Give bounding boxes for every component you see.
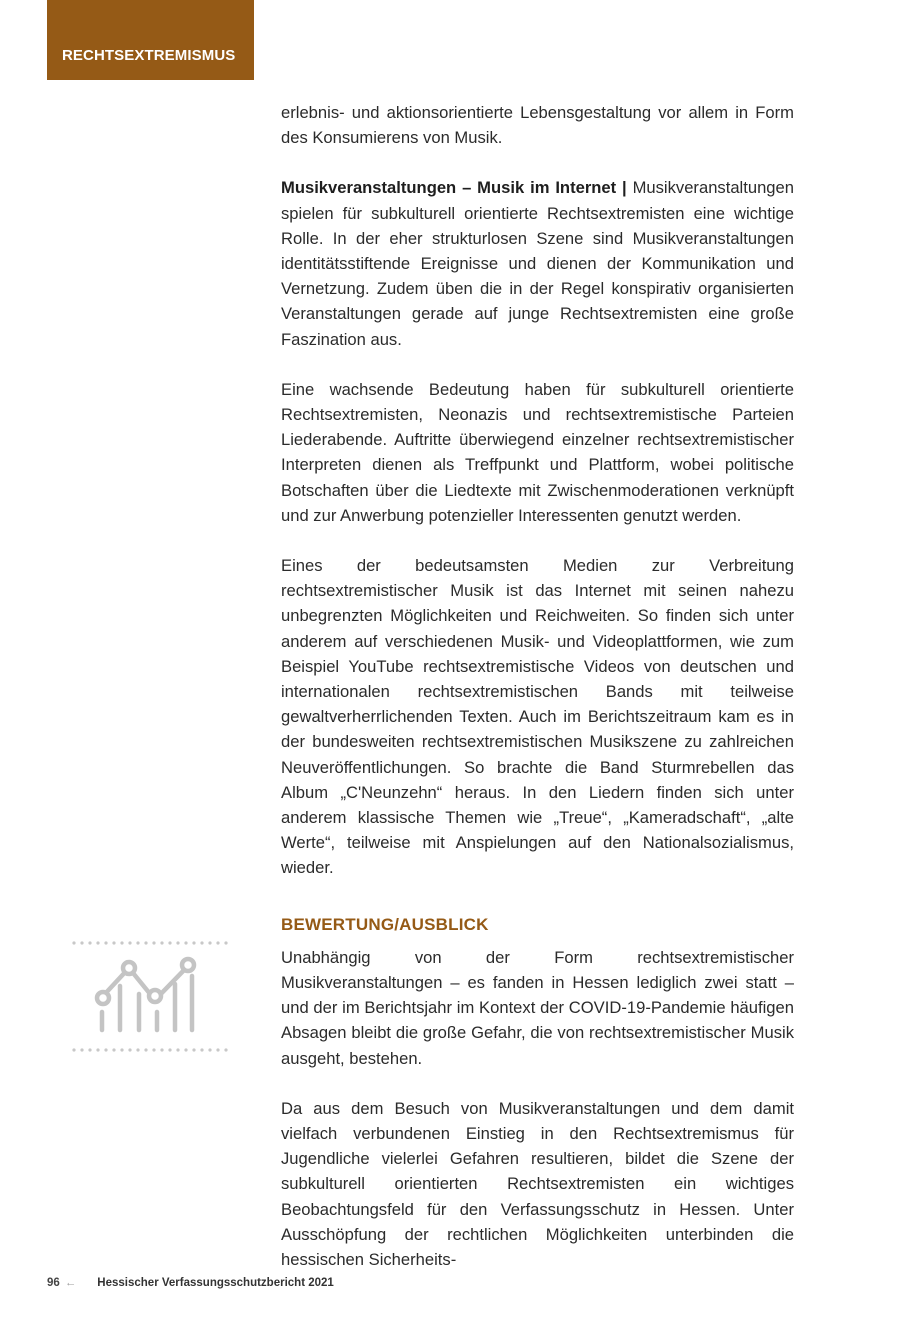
section-title: RECHTSEXTREMISMUS [62,47,236,64]
publication-title: Hessischer Verfassungsschutzbericht 2021 [97,1277,334,1289]
arrow-left-icon: ← [64,1277,77,1289]
paragraph-1: erlebnis- und aktionsorientierte Lebensgestaltung vor allem in Form des Konsumierens von Musik. [281,103,794,148]
main-text [281,100,794,1297]
trend-chart-icon [70,934,232,1058]
paragraph-2-text: Musikveranstaltungen spielen für subkulturell orientierte Rechtsextremisten eine wichtige Rolle. In der eher strukturlosen Szene sind Musikveranstaltungen identitätsstiftende Ereignisse und dienen der Kommunikation und Vernetzung. Zudem üben die in der Regel konspirativ organisierten Veranstaltungen gerade auf junge Rechtsextremisten eine große Faszination aus. [281,178,794,349]
section-tab [47,0,254,80]
paragraph-6: Da aus dem Besuch von Musikveranstaltungen und dem damit vielfach verbundenen Einstieg in den Rechtsextremismus für Jugendliche vielerlei Gefahren resultieren, bildet die Szene der subkulturell orientierten Rechtsextremisten ein wichtiges Beobachtungsfeld für den Verfassungsschutz in Hessen. Unter Ausschöpfung der rechtlichen Möglichkeiten unterbinden die hessischen Sicherheits- [281,1098,794,1269]
paragraph-4: Eines der bedeutsamsten Medien zur Verbreitung rechtsextremistischer Musik ist das Internet mit seinen nahezu unbegrenzten Möglichkeiten und Reichweiten. So finden sich unter anderem auf verschiedenen Musik- und Videoplattformen, wie zum Beispiel YouTube rechtsextremistische Videos von deutschen und internationalen rechtsextremistischen Bands mit teilweise gewaltverherrlichenden Texten. Auch im Berichtszeitraum kam es in der bundesweiten rechtsextremistischen Musikszene zu zahlreichen Neuveröffentlichungen. So brachte die Band Sturmrebellen das Album „C'Neunzehn“ heraus. In den Liedern finden sich unter anderem klassische Themen wie „Treue“, „Kameradschaft“, „alte Werte“, teilweise mit Anspielungen auf den Nationalsozialismus, wieder. [281,556,794,878]
paragraph-3: Eine wachsende Bedeutung haben für subkulturell orientierte Rechtsextremisten, Neonazis und rechtsextremistische Parteien Liederabende. Auftritte überwiegend einzelner rechtsextremistischer Interpreten dienen als Treffpunkt und Plattform, wobei politische Botschaften über die Liedtexte mit Zwischenmoderationen verknüpft und zur Anwerbung potenzieller Interessenten genutzt werden. [281,379,794,525]
page-number: 96 [47,1277,60,1289]
paragraph-2 [281,175,794,351]
page-footer [47,1277,334,1289]
paragraph-2-lead: Musikveranstaltungen – Musik im Internet | [281,178,627,198]
paragraph-5: Unabhängig von der Form rechtsextremistischer Musikveranstaltungen – es fanden in Hessen lediglich zwei statt – und der im Berichtsjahr im Kontext der COVID-19-Pandemie häufigen Absagen bleibt die große Gefahr, die von rechtsextremistischer Musik ausgeht, bestehen. [281,947,794,1068]
section-heading: BEWERTUNG/AUSBLICK [281,914,489,934]
